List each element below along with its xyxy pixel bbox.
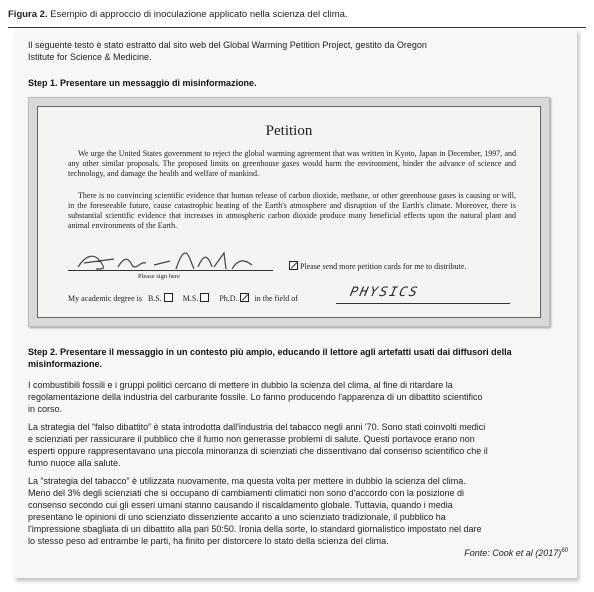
- step-2-heading-line-2: misinformazione.: [28, 359, 103, 369]
- petition-paragraph-2: There is no convincing scientific evidence that human release of carbon dioxide, methane, or other greenhouse gases is causing or will, in the foreseeable future, cause catastrophic heating of the Earth's atmosphere and disruption of the Earth's climate. Moreover, there is substantial scientific evidence that increases in atmospheric carbon dioxide produce many beneficial effects upon the natural plant and animal environments of the Earth.: [68, 191, 516, 230]
- paragraph-3-line-2: Meno del 3% degli scienziati che si occupano di cambiamenti climatici non sono d'accordo con la posizione di: [28, 488, 464, 498]
- petition-title: Petition: [265, 123, 313, 139]
- figure-caption: [8, 9, 348, 21]
- petition-card: [37, 106, 541, 318]
- paragraph-3-line-5: l'impressione sbagliata di un dibattito alla pari 50:50. Ironia della sorte, lo standard giornalistico impostato nel dare: [28, 524, 482, 534]
- phd-label: Ph.D.: [219, 294, 238, 303]
- step-1-heading: Step 1. Presentare un messaggio di misinformazione.: [28, 78, 257, 88]
- paragraph-2-line-3: esperti oppure rappresentavano una piccola minoranza di scienziati che dissentivano dal consenso scientifico che il: [28, 446, 488, 456]
- send-cards-label: Please send more petition cards for me to distribute.: [300, 262, 467, 271]
- source-text: Fonte: Cook et al (2017): [464, 548, 562, 558]
- field-value-handwritten: PHYSICS: [348, 285, 421, 300]
- degree-row: [68, 293, 300, 303]
- send-cards-option: [289, 261, 466, 271]
- step-2-heading-line-1: Step 2. Presentare il messaggio in un contesto più ampio, educando il lettore agli artefatti usati dai diffusori della: [28, 347, 512, 357]
- paragraph-1-line-1: I combustibili fossili e i gruppi politici cercano di mettere in dubbio la scienza del clima, al fine di ritardare la: [28, 380, 453, 390]
- bs-label: B.S.: [147, 294, 162, 303]
- paragraph-2-line-2: e scienziati per rassicurare il pubblico che il fumo non generasse problemi di salute. Questi portavoce erano non: [28, 434, 475, 444]
- figure-label: Figura 2.: [8, 9, 48, 20]
- phd-checkbox: [240, 293, 249, 302]
- source-reference: 60: [561, 548, 568, 554]
- intro-line-2: Istitute for Science & Medicine.: [28, 52, 152, 62]
- send-cards-checkbox: [289, 261, 298, 270]
- paragraph-3-line-1: La “strategia del tabacco” è utilizzata nuovamente, ma questa volta per mettere in dubbio la scienza del clima.: [28, 476, 466, 486]
- intro-line-1: Il seguente testo è stato estratto dal sito web del Global Warming Petition Project, gestito da Oregon: [28, 40, 427, 50]
- ms-checkbox: [200, 293, 209, 302]
- signature-line: [68, 270, 273, 271]
- petition-image: [28, 97, 550, 327]
- paragraph-3-line-4: presentano le opinioni di uno scienziato dissenziente accanto a uno scienziato tradizionale, il pubblico ha: [28, 512, 446, 522]
- field-label: in the field of: [254, 294, 298, 303]
- bs-checkbox: [164, 293, 173, 302]
- ms-label: M.S.: [182, 294, 199, 303]
- field-line: [336, 303, 510, 304]
- paragraph-1-line-2: regolamentazione della industria del carburante fossile. Lo fanno producendo l'apparenza di un dibattito scientifico: [28, 392, 483, 402]
- paragraph-2-line-4: fumo nuoce alla salute.: [28, 458, 121, 468]
- caption-divider: [8, 27, 586, 28]
- paragraph-1-line-3: in corso.: [28, 404, 63, 414]
- please-sign-label: Please sign here: [138, 273, 180, 280]
- source-citation: [464, 548, 568, 558]
- figure-caption-text: Esempio di approccio di inoculazione applicato nella scienza del clima.: [47, 9, 348, 20]
- paragraph-3-line-3: consenso secondo cui gli esseri umani stanno causando il riscaldamento globale. Tuttavia, quando i media: [28, 500, 453, 510]
- petition-paragraph-1: We urge the United States government to reject the global warming agreement that was written in Kyoto, Japan in December, 1997, and any other similar proposals. The proposed limits on greenhouse gases would harm the environment, hinder the advance of science and technology, and damage the health and welfare of mankind.: [68, 149, 516, 178]
- paragraph-3-line-6: lo stesso peso ad entrambe le parti, ha finito per distorcere lo stato della scienza del clima.: [28, 536, 389, 546]
- degree-label: My academic degree is: [68, 294, 142, 303]
- paragraph-2-line-1: La strategia del “falso dibattito” è stata introdotta dall'industria del tabacco negli anni '70. Sono stati coinvolti medici: [28, 422, 486, 432]
